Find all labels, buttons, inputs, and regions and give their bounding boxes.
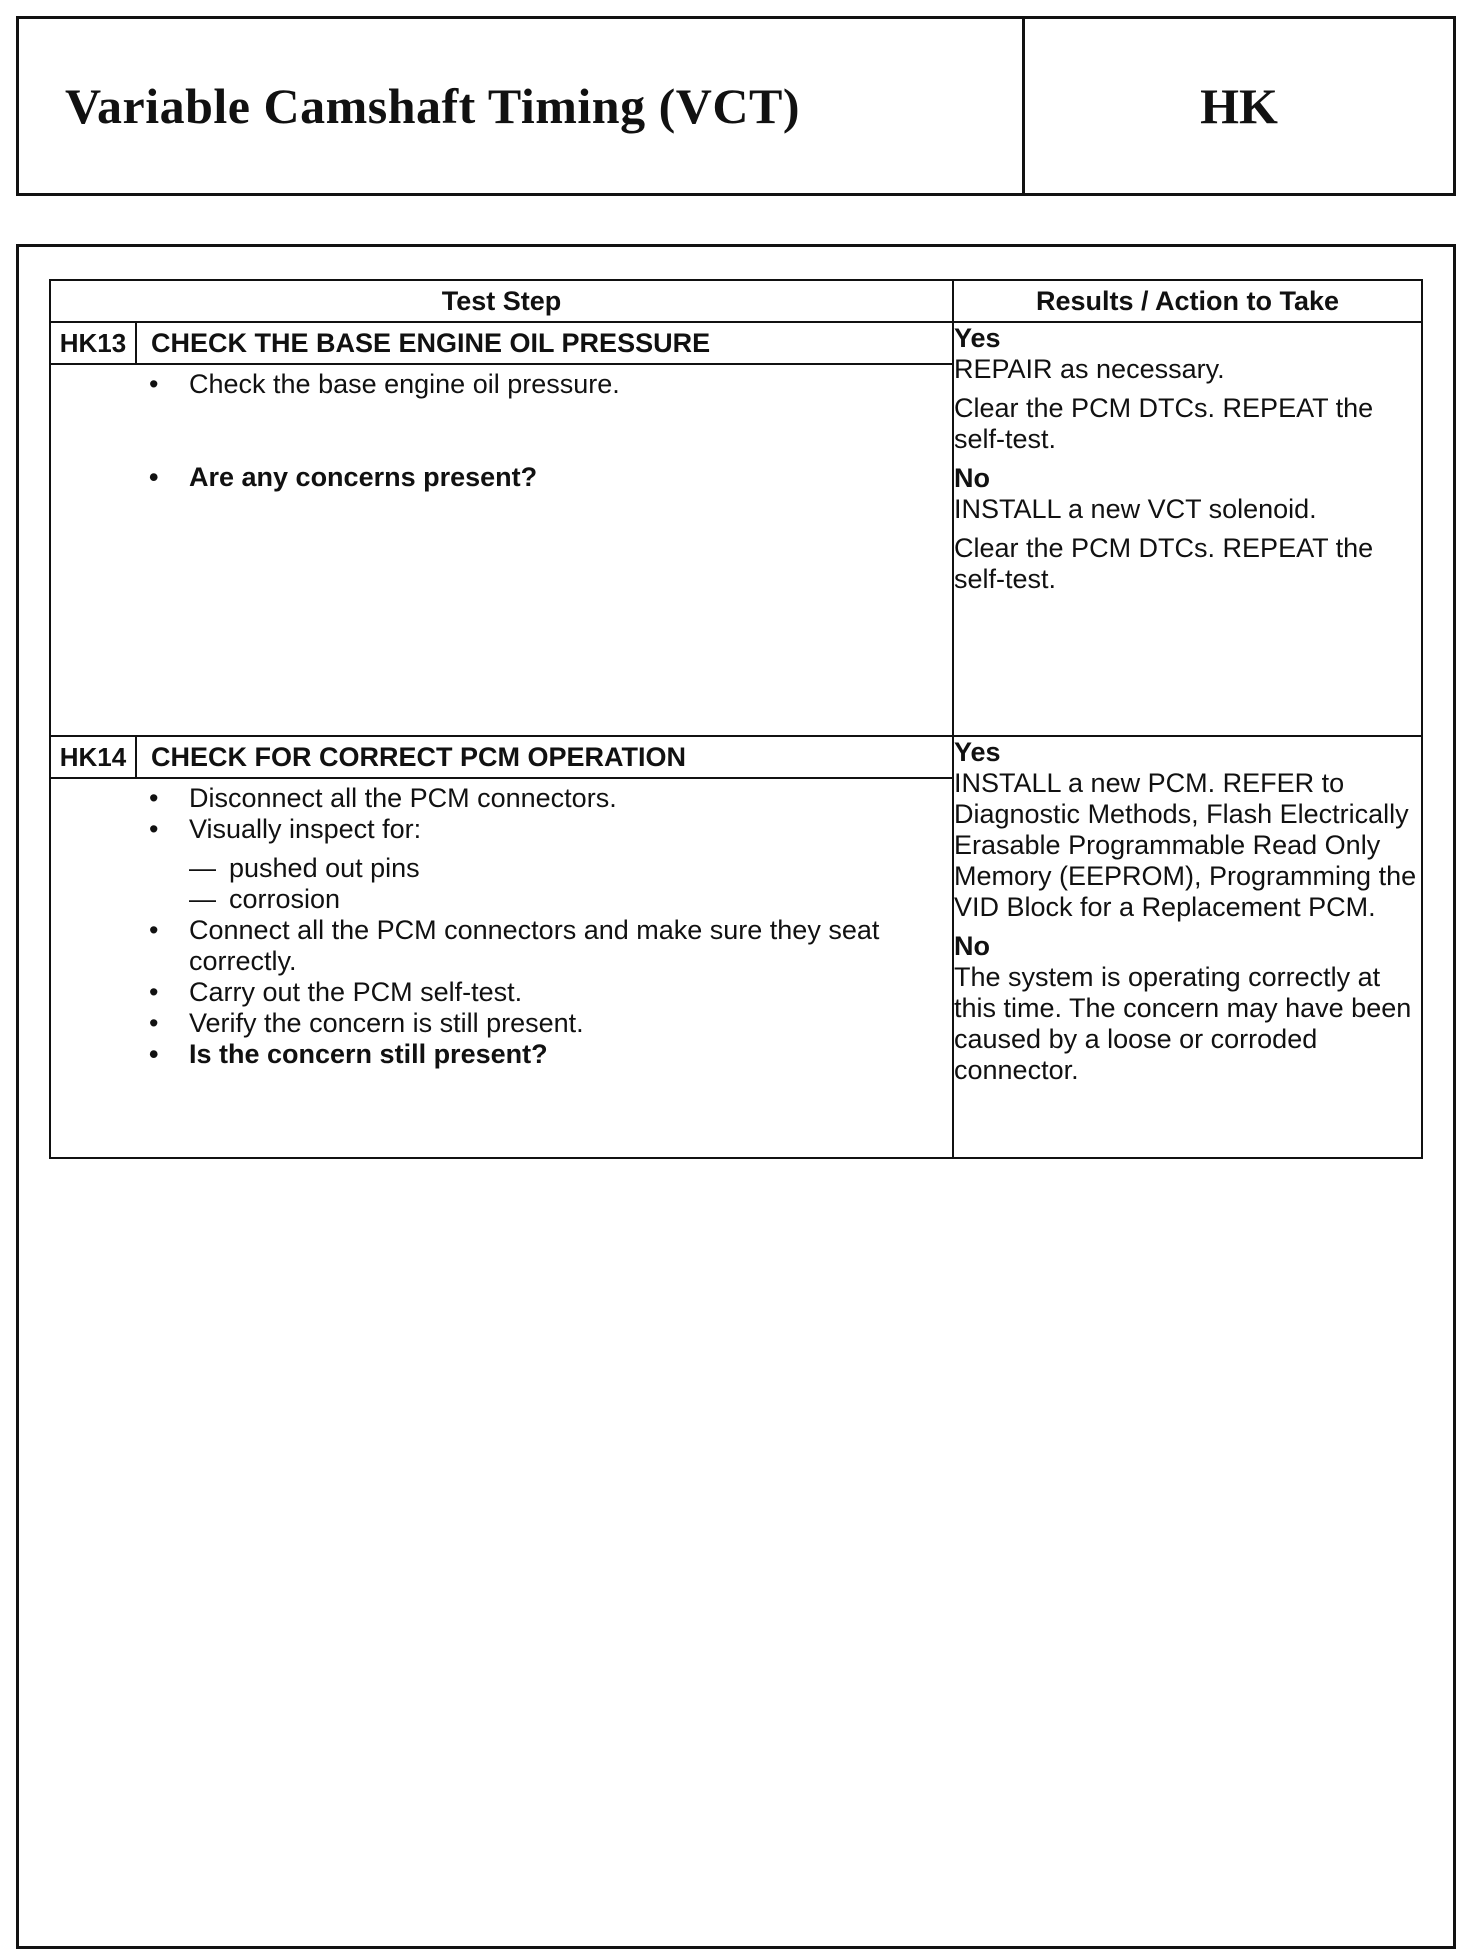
bullet-item: • Carry out the PCM self-test.	[51, 977, 952, 1008]
step-body	[51, 365, 952, 493]
no-line: INSTALL a new VCT solenoid.	[954, 494, 1317, 524]
no-block	[954, 931, 1421, 1086]
bullet-item: • Disconnect all the PCM connectors.	[51, 783, 952, 814]
bullet-item: • Connect all the PCM connectors and make sure they seat correctly.	[51, 915, 952, 977]
step-header	[51, 323, 952, 365]
sub-item: — corrosion	[189, 884, 952, 915]
yes-line: REPAIR as necessary.	[954, 354, 1225, 384]
step-title: CHECK THE BASE ENGINE OIL PRESSURE	[151, 327, 711, 358]
yes-line: Clear the PCM DTCs. REPEAT the self-test.	[954, 393, 1374, 454]
diagnostic-table	[49, 279, 1423, 1159]
no-block	[954, 463, 1421, 595]
yes-block	[954, 323, 1421, 455]
section-code: HK	[1200, 78, 1278, 134]
yes-label: Yes	[954, 737, 1001, 767]
page-title: Variable Camshaft Timing (VCT)	[65, 78, 800, 134]
bullet-item: • Verify the concern is still present.	[51, 1008, 952, 1039]
no-line: Clear the PCM DTCs. REPEAT the self-test.	[954, 533, 1374, 594]
results-cell	[953, 322, 1422, 736]
test-step-cell	[50, 736, 953, 1158]
results-cell	[953, 736, 1422, 1158]
bullet-item	[51, 814, 952, 915]
no-text: The system is operating correctly at this time. The concern may have been caused by a loose or corroded connector.	[954, 962, 1412, 1085]
sub-item: — pushed out pins	[189, 853, 952, 884]
bullet-item: • Check the base engine oil pressure.	[51, 369, 952, 400]
no-label: No	[954, 931, 990, 961]
yes-text: INSTALL a new PCM. REFER to Diagnostic Methods, Flash Electrically Erasable Programmable Read Only Memory (EEPROM), Programming the VID Block for a Replacement PCM.	[954, 768, 1417, 922]
bullet-question: • Are any concerns present?	[51, 462, 952, 493]
no-label: No	[954, 463, 990, 493]
bullet-text: Visually inspect for:	[189, 814, 422, 844]
step-id: HK14	[51, 737, 137, 777]
step-title: CHECK FOR CORRECT PCM OPERATION	[151, 741, 687, 772]
yes-label: Yes	[954, 323, 1001, 353]
table-header-row	[50, 280, 1422, 322]
step-body	[51, 779, 952, 1070]
col-header-results: Results / Action to Take	[953, 280, 1422, 322]
header-box	[16, 16, 1456, 196]
col-header-test-step: Test Step	[50, 280, 953, 322]
step-id: HK13	[51, 323, 137, 363]
bullet-question: • Is the concern still present?	[51, 1039, 952, 1070]
content-frame	[16, 244, 1456, 1949]
table-row	[50, 322, 1422, 736]
step-header	[51, 737, 952, 779]
yes-block	[954, 737, 1421, 923]
table-row	[50, 736, 1422, 1158]
test-step-cell	[50, 322, 953, 736]
